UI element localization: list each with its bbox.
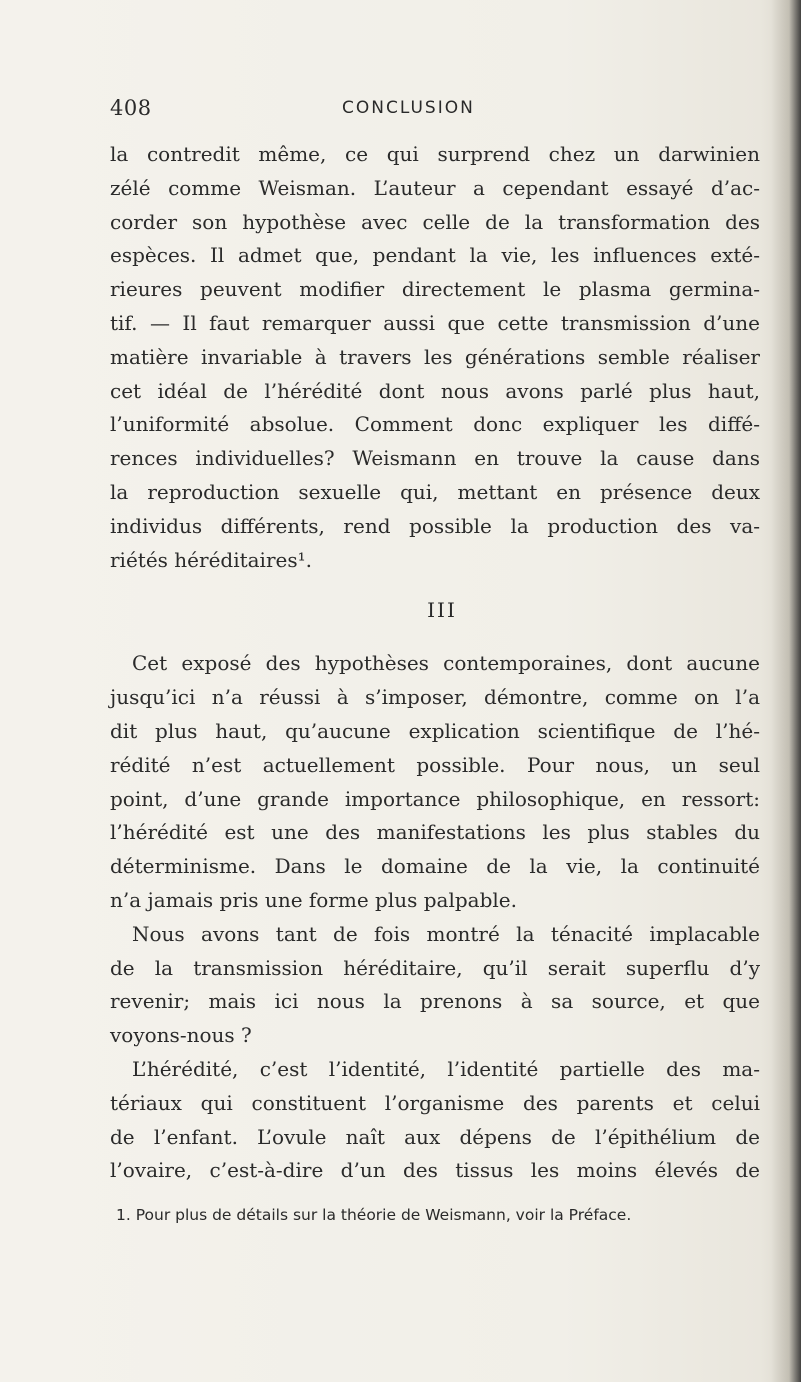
text-line: déterminisme. Dans le domaine de la vie, la continuité (110, 854, 760, 879)
footnote: 1. Pour plus de détails sur la théorie de Weismann, voir la Préface. (116, 1206, 632, 1224)
text-line: rences individuelles? Weismann en trouve la cause dans (110, 446, 760, 471)
text-line: point, d’une grande importance philosophique, en ressort: (110, 786, 760, 811)
text-line: rieures peuvent modifier directement le plasma germina- (110, 277, 760, 302)
body-text (110, 138, 760, 1188)
text-line: la contredit même, ce qui surprend chez un darwinien (110, 142, 760, 166)
paragraph-4 (110, 1053, 760, 1188)
text-line: individus différents, rend possible la production des va- (110, 513, 760, 538)
text-line: la reproduction sexuelle qui, mettant en présence deux (110, 479, 760, 504)
text-line: matière invariable à travers les générations semble réaliser (110, 344, 760, 369)
running-title: CONCLUSION (342, 98, 475, 118)
text-line: revenir; mais ici nous la prenons à sa source, et que (110, 989, 760, 1014)
page-header (110, 96, 730, 126)
text-line: tériaux qui constituent l’organisme des parents et celui (110, 1090, 760, 1115)
paragraph-2 (110, 647, 760, 917)
text-line: n’a jamais pris une forme plus palpable. (110, 887, 517, 912)
text-line: voyons-nous ? (110, 1023, 252, 1048)
text-line: de l’enfant. L’ovule naît aux dépens de l’épithélium de (110, 1124, 760, 1149)
paragraph-1 (110, 138, 760, 577)
text-line: L’hérédité, c’est l’identité, l’identité partielle des ma- (132, 1056, 760, 1081)
page-edge-shadow (771, 0, 801, 1382)
text-line: Cet exposé des hypothèses contemporaines, dont aucune (132, 651, 760, 676)
page-number: 408 (110, 96, 152, 120)
text-line: l’uniformité absolue. Comment donc expliquer les diffé- (110, 412, 760, 437)
text-line: tif. — Il faut remarquer aussi que cette transmission d’une (110, 310, 760, 335)
section-heading: III (427, 598, 457, 623)
text-line: l’hérédité est une des manifestations les plus stables du (110, 820, 760, 845)
text-line: dit plus haut, qu’aucune explication scientifique de l’hé- (110, 718, 760, 743)
text-line: zélé comme Weisman. L’auteur a cependant essayé d’ac- (110, 175, 760, 200)
text-line: corder son hypothèse avec celle de la transformation des (110, 209, 760, 234)
paragraph-3 (110, 918, 760, 1053)
text-line: jusqu’ici n’a réussi à s’imposer, démontre, comme on l’a (110, 685, 760, 710)
text-line: riétés héréditaires¹. (110, 547, 312, 572)
text-line: de la transmission héréditaire, qu’il serait superflu d’y (110, 955, 760, 980)
text-line: rédité n’est actuellement possible. Pour nous, un seul (110, 752, 760, 777)
text-line: cet idéal de l’hérédité dont nous avons parlé plus haut, (110, 378, 760, 403)
text-line: espèces. Il admet que, pendant la vie, les influences exté- (110, 243, 760, 268)
text-line: Nous avons tant de fois montré la ténacité implacable (132, 921, 760, 946)
text-line: l’ovaire, c’est-à-dire d’un des tissus les moins élevés de (110, 1158, 760, 1183)
